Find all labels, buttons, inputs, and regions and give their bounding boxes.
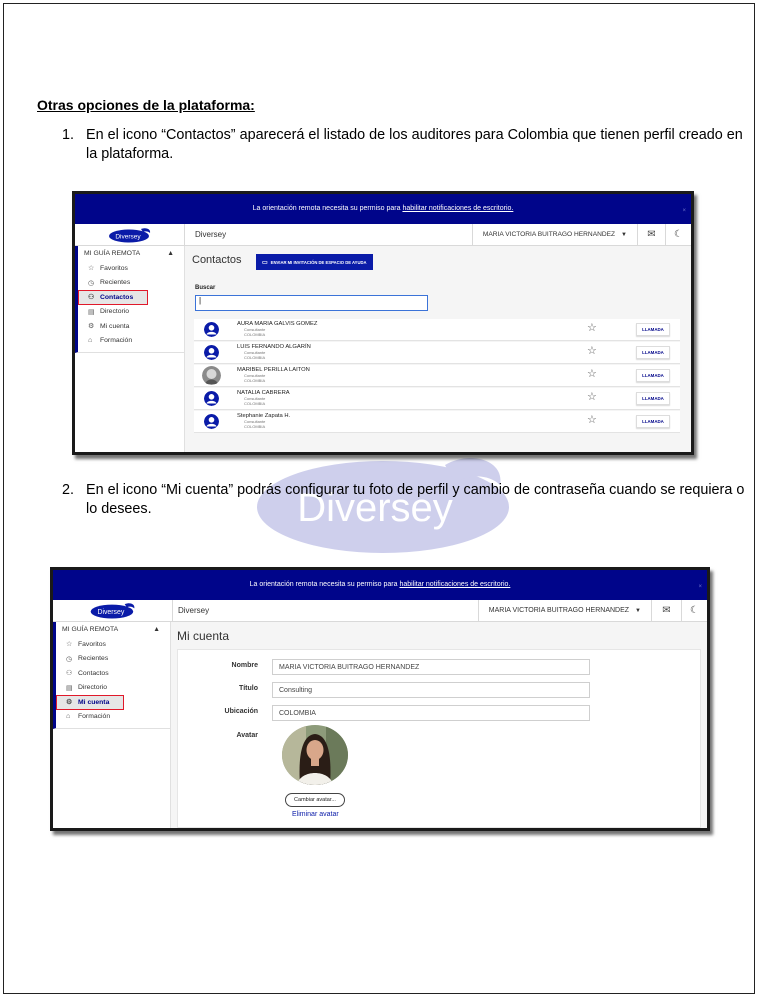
call-button[interactable]: LLAMADA [636, 415, 670, 428]
user-avatar-icon [204, 345, 219, 360]
messages-icon[interactable]: ✉ [637, 224, 665, 245]
contact-country: COLOMBIA [244, 378, 266, 383]
change-avatar-button[interactable]: Cambiar avatar... [285, 793, 345, 807]
clock-icon: ◷ [66, 655, 73, 663]
contact-role: Consultante [244, 396, 266, 401]
graduation-cap-icon: ⌂ [66, 713, 71, 721]
top-bar [53, 600, 707, 622]
brand-name: Diversey [195, 230, 227, 239]
contact-country: COLOMBIA [244, 424, 266, 429]
contact-name: Stephanie Zapata H. [237, 413, 291, 419]
sidebar-header[interactable]: MI GUÍA REMOTA ▲ [84, 250, 174, 257]
sidebar-item-directorio[interactable]: ▤ Directorio [66, 684, 108, 692]
svg-text:Diversey: Diversey [96, 609, 124, 617]
contact-name: LUIS FERNANDO ALGARÍN [237, 344, 311, 350]
gear-icon: ⚙ [66, 699, 73, 707]
top-bar [75, 224, 691, 246]
enable-notifications-link[interactable]: habilitar notificaciones de escritorio. [399, 581, 511, 588]
contact-country: COLOMBIA [244, 401, 266, 406]
favorite-star-icon[interactable]: ☆ [587, 391, 597, 403]
caret-down-icon: ▼ [621, 231, 627, 238]
section-heading: Otras opciones de la plataforma: [37, 97, 255, 113]
diversey-logo-icon [108, 227, 152, 243]
caret-up-icon: ▲ [153, 626, 160, 633]
contacts-screenshot [72, 191, 694, 455]
contact-row[interactable] [194, 365, 680, 387]
moon-icon[interactable]: ☾ [665, 224, 691, 245]
field-label: Ubicación [224, 708, 258, 715]
contact-row[interactable] [194, 319, 680, 341]
field-label: Título [238, 685, 258, 692]
sidebar-item-mi-cuenta[interactable]: ⚙ Mi cuenta [56, 695, 124, 710]
contact-role: Consultante [244, 419, 266, 424]
invite-icon: ▭ [262, 259, 268, 266]
photo-avatar [202, 366, 221, 385]
gear-icon: ⚙ [88, 323, 95, 331]
sidebar-item-recientes[interactable]: ◷ Recientes [66, 655, 109, 663]
page-title: Mi cuenta [177, 629, 230, 643]
sidebar-item-directorio[interactable]: ▤ Directorio [88, 308, 130, 316]
contact-role: Consultante [244, 373, 266, 378]
sidebar-item-favoritos[interactable]: ☆ Favoritos [66, 640, 106, 649]
item-number: 2. [62, 482, 75, 498]
favorite-star-icon[interactable]: ☆ [587, 414, 597, 426]
user-avatar-icon [204, 322, 219, 337]
user-avatar-icon [204, 414, 219, 429]
search-input[interactable]: | [195, 295, 428, 311]
brand-name: Diversey [178, 606, 210, 615]
name-field[interactable]: MARIA VICTORIA BUITRAGO HERNANDEZ [272, 659, 590, 675]
contact-role: Consultante [244, 350, 266, 355]
contact-country: COLOMBIA [244, 332, 266, 337]
sidebar-item-contactos[interactable]: ⚇ Contactos [78, 290, 148, 305]
contact-row[interactable] [194, 342, 680, 364]
star-icon: ☆ [88, 265, 95, 273]
page-title: Contactos [192, 254, 242, 266]
favorite-star-icon[interactable]: ☆ [587, 322, 597, 334]
contact-row[interactable] [194, 388, 680, 410]
item-text: En el icono “Contactos” aparecerá el listado de los auditores para Colombia que tienen perfil creado en la plataforma. [86, 127, 743, 162]
contact-country: COLOMBIA [244, 355, 266, 360]
profile-photo-avatar [282, 725, 348, 785]
star-icon: ☆ [66, 641, 73, 649]
user-name: MARIA VICTORIA BUITRAGO HERNANDEZ [482, 231, 616, 238]
sidebar-item-mi-cuenta[interactable]: ⚙ Mi cuenta [88, 322, 130, 331]
user-menu[interactable] [472, 224, 637, 245]
logo[interactable] [75, 224, 185, 245]
graduation-cap-icon: ⌂ [88, 337, 93, 345]
item-number: 1. [62, 127, 75, 143]
location-field[interactable]: COLOMBIA [272, 705, 590, 721]
close-icon[interactable]: × [698, 584, 702, 590]
notification-banner: La orientación remota necesita su permiso para habilitar notificaciones de escritorio. × [75, 194, 691, 224]
watermark-text: Diversey [297, 486, 453, 530]
enable-notifications-link[interactable]: habilitar notificaciones de escritorio. [402, 205, 514, 212]
item-text: En el icono “Mi cuenta” podrás configurar tu foto de perfil y cambio de contraseña cuando se requiera o lo desees. [86, 482, 745, 517]
sidebar-item-favoritos[interactable]: ☆ Favoritos [88, 264, 128, 273]
account-card [177, 649, 701, 828]
clock-icon: ◷ [88, 279, 95, 287]
sidebar-header[interactable]: MI GUÍA REMOTA ▲ [62, 626, 160, 633]
send-invitation-button[interactable]: ▭ ENVIAR MI INVITACIÓN DE ESPACIO DE AYUDA [256, 254, 373, 270]
call-button[interactable]: LLAMADA [636, 346, 670, 359]
messages-icon[interactable]: ✉ [651, 600, 681, 621]
call-button[interactable]: LLAMADA [636, 392, 670, 405]
user-avatar-icon [204, 391, 219, 406]
diversey-logo-icon [89, 602, 137, 619]
sidebar-item-formacion[interactable]: ⌂ Formación [66, 713, 111, 721]
contact-name: AURA MARIA GALVIS GOMEZ [237, 321, 318, 327]
directory-icon: ▤ [66, 684, 73, 692]
moon-icon[interactable]: ☾ [681, 600, 707, 621]
sidebar-item-formacion[interactable]: ⌂ Formación [88, 337, 133, 345]
contact-role: Consultante [244, 327, 266, 332]
svg-text:Diversey: Diversey [114, 233, 141, 240]
user-name: MARIA VICTORIA BUITRAGO HERNANDEZ [488, 607, 630, 614]
people-icon: ⚇ [88, 294, 95, 302]
user-menu[interactable] [478, 600, 651, 621]
remove-avatar-link[interactable]: Eliminar avatar [292, 811, 339, 818]
sidebar [53, 622, 171, 828]
contact-row[interactable] [194, 411, 680, 433]
caret-up-icon: ▲ [167, 250, 174, 257]
contact-name: MARIBEL PERILLA LAITON [237, 367, 310, 373]
sidebar-menu [75, 246, 184, 353]
favorite-star-icon[interactable]: ☆ [587, 368, 597, 380]
directory-icon: ▤ [88, 308, 95, 316]
contacts-main [185, 246, 691, 452]
call-button[interactable]: LLAMADA [636, 323, 670, 336]
field-label: Nombre [231, 662, 258, 669]
sidebar-menu [53, 622, 170, 729]
caret-down-icon: ▼ [635, 607, 641, 614]
sidebar [75, 246, 185, 452]
title-field[interactable]: Consulting [272, 682, 590, 698]
favorite-star-icon[interactable]: ☆ [587, 345, 597, 357]
notification-banner: La orientación remota necesita su permiso para habilitar notificaciones de escritorio. × [53, 570, 707, 600]
people-icon: ⚇ [66, 670, 73, 678]
search-label: Buscar [195, 285, 216, 291]
call-button[interactable]: LLAMADA [636, 369, 670, 382]
account-screenshot [50, 567, 710, 831]
account-main [171, 622, 707, 828]
logo[interactable] [53, 600, 173, 621]
sidebar-item-contactos[interactable]: ⚇ Contactos [66, 669, 109, 678]
close-icon[interactable]: × [682, 208, 686, 214]
sidebar-item-recientes[interactable]: ◷ Recientes [88, 279, 131, 287]
contact-name: NATALIA CABRERA [237, 390, 290, 396]
avatar-label: Avatar [236, 732, 258, 739]
